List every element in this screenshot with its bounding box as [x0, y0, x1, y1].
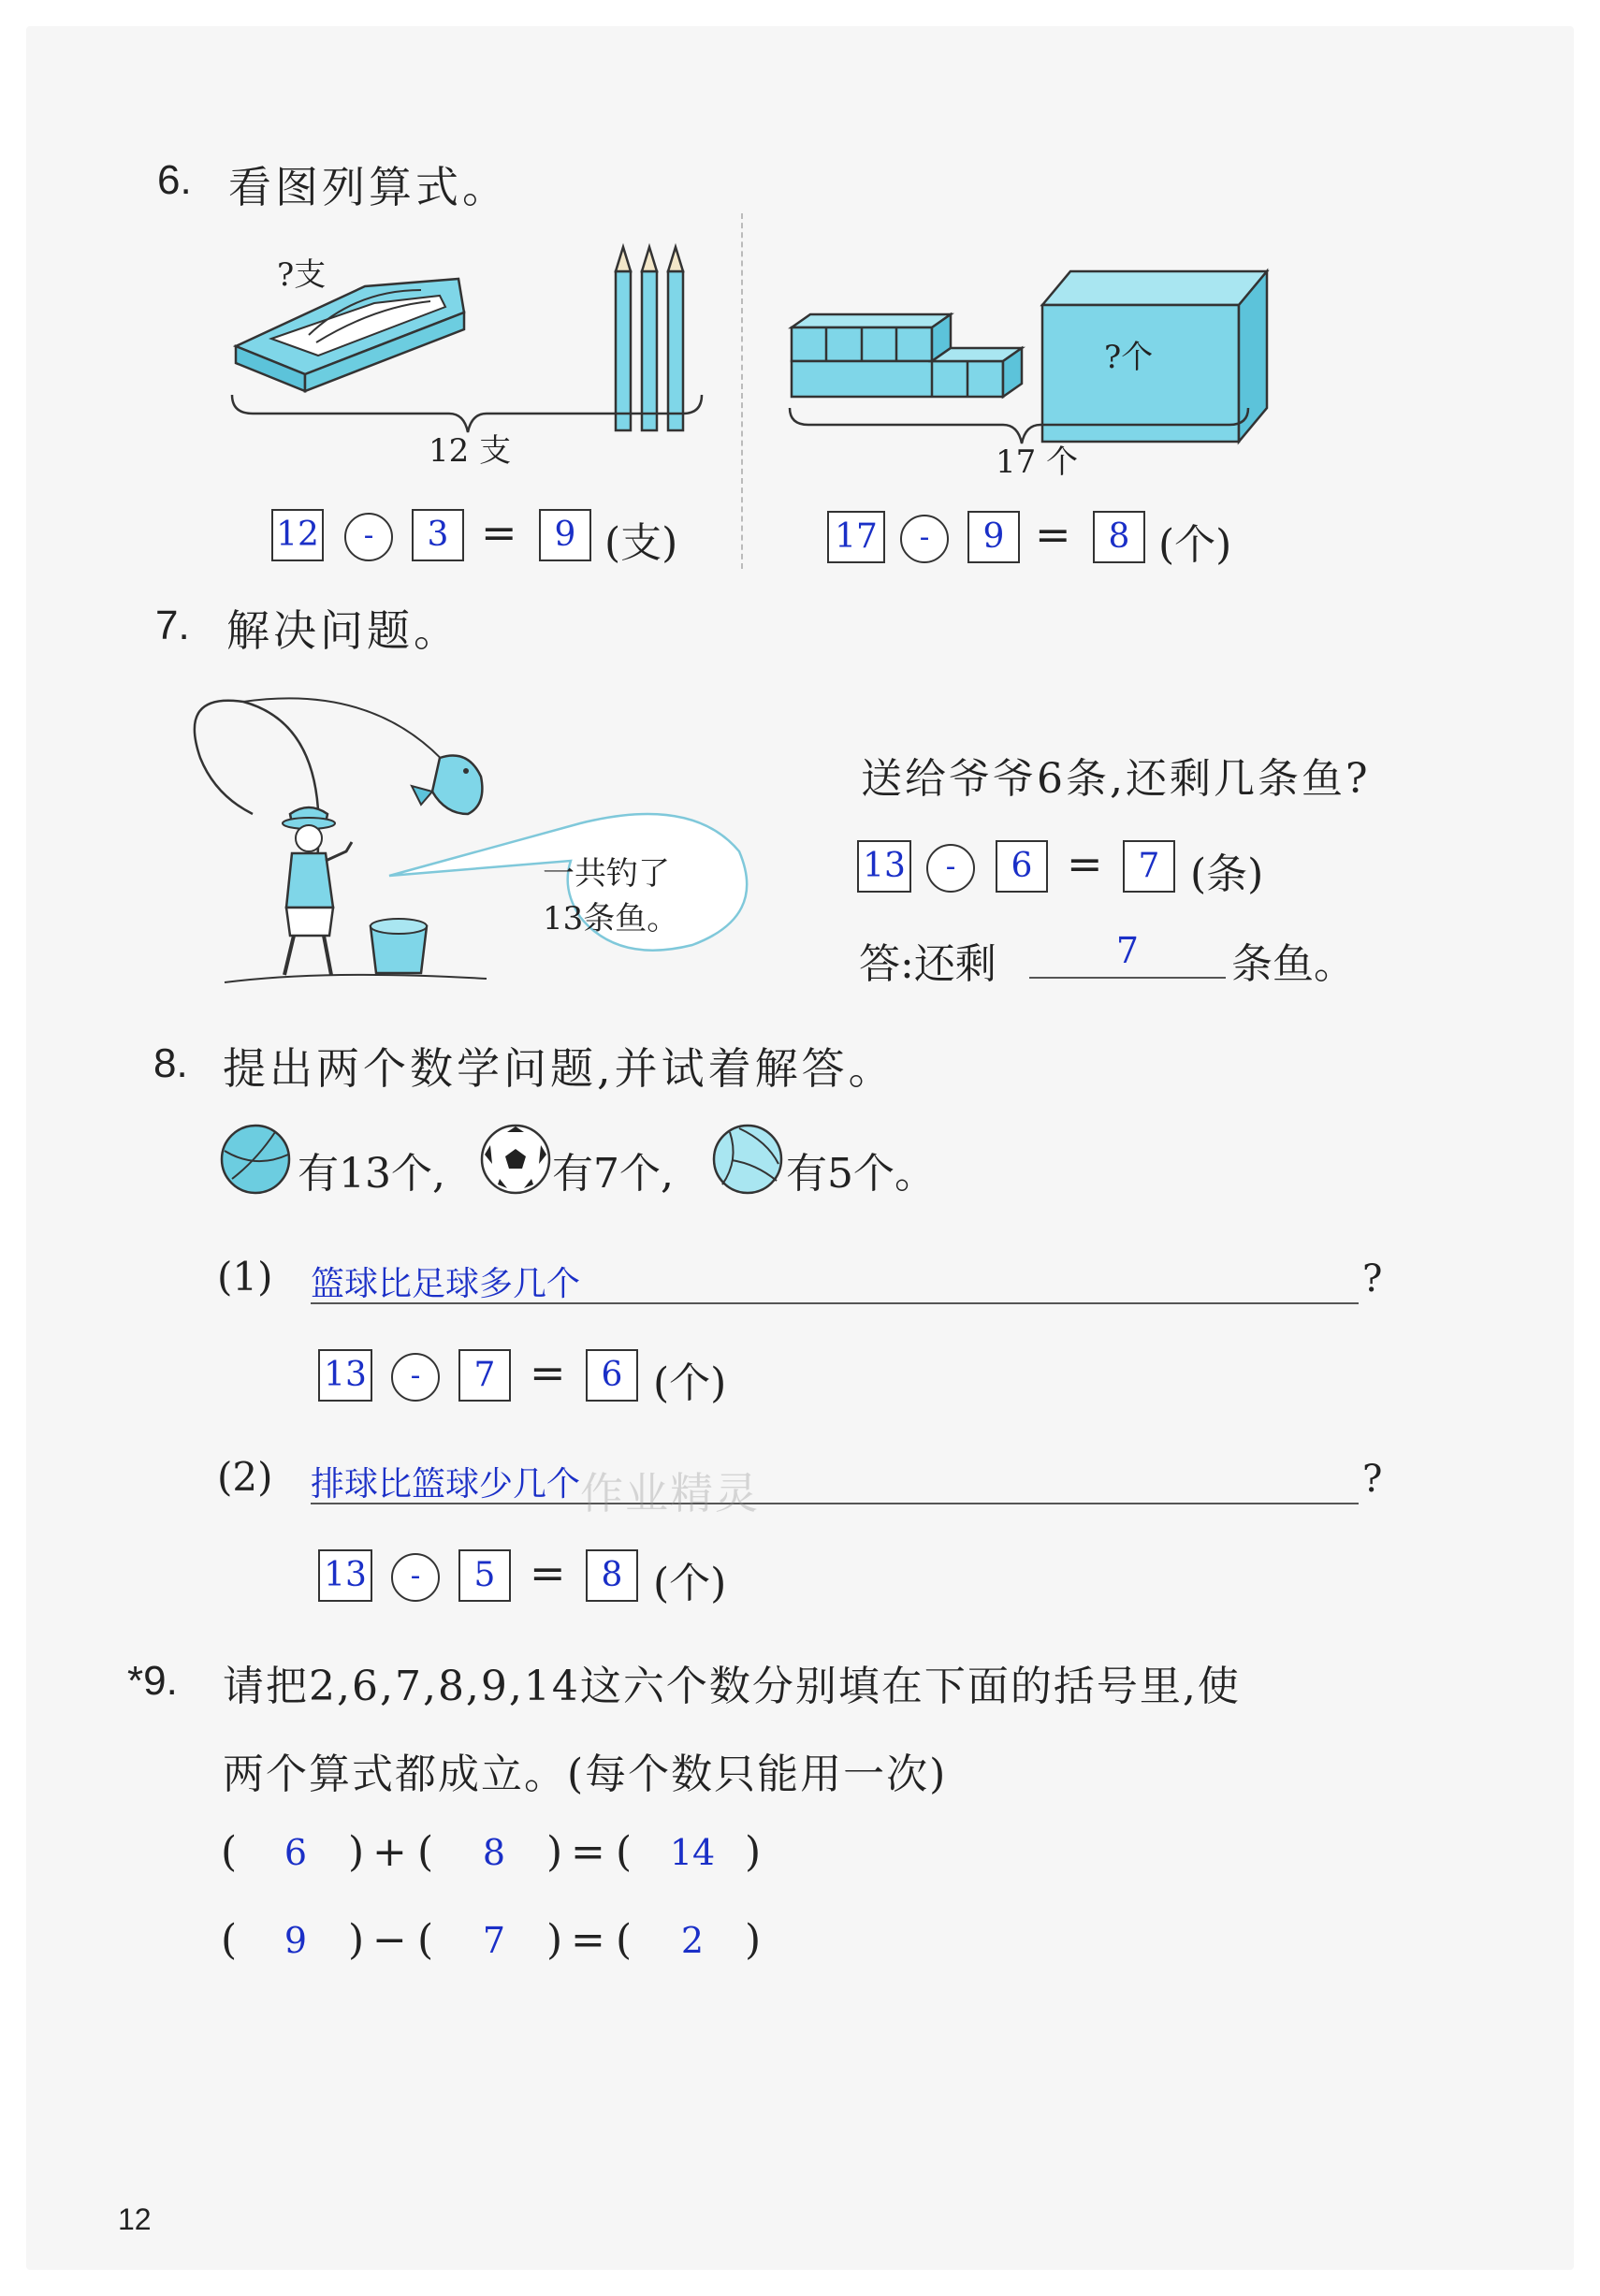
q7-result-box[interactable]: 7 [1123, 840, 1175, 893]
q6-left-result-box[interactable]: 9 [539, 509, 591, 561]
q8-sub1-unit: (个) [653, 1359, 727, 1407]
q7-unit: (条) [1190, 850, 1264, 898]
q9-r1-equals: = [571, 1828, 605, 1876]
divider [741, 213, 743, 569]
q9-r1-close-b: ) [546, 1828, 563, 1876]
q7-answer-line [1029, 977, 1226, 979]
q9-r2-open-a: ( [221, 1916, 238, 1964]
pencil-unknown-label: ?支 [277, 256, 327, 294]
q8-fact-volleyball: 有5个。 [786, 1150, 936, 1198]
q9-r2-value-a[interactable]: 9 [284, 1920, 308, 1961]
q9-line1: 请把2,6,7,8,9,14这六个数分别填在下面的括号里,使 [223, 1663, 1241, 1710]
q6-title: 看图列算式。 [228, 162, 509, 212]
q7-operator-circle[interactable]: - [926, 844, 975, 893]
box-total-label: 17 个 [996, 443, 1079, 481]
q8-sub1-subtrahend-box[interactable]: 7 [458, 1349, 511, 1402]
q6-left-unit: (支) [604, 519, 678, 567]
q8-title: 提出两个数学问题,并试着解答。 [223, 1043, 895, 1094]
q9-line2: 两个算式都成立。(每个数只能用一次) [223, 1751, 948, 1798]
q8-sub2-label: (2) [217, 1454, 273, 1500]
q9-r2-open-c: ( [616, 1916, 633, 1964]
q9-r2-close-c: ) [745, 1916, 762, 1964]
q7-question: 送给爷爷6条,还剩几条鱼? [861, 755, 1371, 803]
q8-sub2-result-box[interactable]: 8 [586, 1549, 638, 1602]
watermark: 作业精灵 [580, 1468, 760, 1519]
q6-left-operator-circle[interactable]: - [344, 513, 393, 561]
q6-right-operator-circle[interactable]: - [900, 515, 949, 563]
q6-right-subtrahend-box[interactable]: 9 [967, 511, 1020, 563]
q9-r2-value-c[interactable]: 2 [680, 1920, 705, 1961]
q8-sub1-label: (1) [217, 1254, 273, 1300]
q7-answer-value[interactable]: 7 [1115, 930, 1140, 971]
q9-r2-operator: − [372, 1916, 407, 1964]
q8-sub1-line [311, 1302, 1359, 1304]
page-number: 12 [118, 2202, 152, 2236]
q7-minuend-box[interactable]: 13 [857, 840, 911, 893]
speech-line-2: 13条鱼。 [543, 900, 679, 937]
q9-r1-close-c: ) [745, 1828, 762, 1876]
q8-sub2-operator-circle[interactable]: - [391, 1553, 440, 1602]
q6-left-subtrahend-box[interactable]: 3 [412, 509, 464, 561]
q8-sub1-qmark: ? [1362, 1257, 1383, 1301]
speech-bubble-text [543, 851, 678, 941]
q6-number: 6. [157, 157, 192, 203]
q8-sub2-subtrahend-box[interactable]: 5 [458, 1549, 511, 1602]
q6-left-minuend-box[interactable]: 12 [271, 509, 324, 561]
q7-answer-suffix: 条鱼。 [1231, 940, 1355, 988]
q9-r2-value-b[interactable]: 7 [482, 1920, 506, 1961]
q8-number: 8. [153, 1040, 188, 1086]
q8-sub1-question[interactable]: 篮球比足球多几个 [311, 1265, 581, 1303]
q7-answer-prefix: 答:还剩 [859, 940, 996, 988]
soccer-ball-icon [479, 1123, 552, 1196]
q6-left-equals: = [481, 507, 517, 558]
q8-fact-basketball: 有13个, [298, 1150, 445, 1198]
speech-line-1: 一共钓了 [543, 855, 670, 893]
box-unknown-label: ?个 [1104, 339, 1154, 376]
q8-fact-soccer: 有7个, [552, 1150, 674, 1198]
q6-right-equals: = [1035, 509, 1071, 559]
q6-right-result-box[interactable]: 8 [1093, 511, 1145, 563]
q8-sub2-line [311, 1503, 1359, 1504]
q8-sub2-unit: (个) [653, 1560, 727, 1607]
q8-sub1-equals: = [530, 1347, 566, 1398]
q7-subtrahend-box[interactable]: 6 [996, 840, 1048, 893]
q9-r1-open-a: ( [221, 1828, 238, 1876]
fishing-boy-illustration [187, 674, 767, 992]
basketball-icon [219, 1123, 292, 1196]
q8-sub1-minuend-box[interactable]: 13 [318, 1349, 372, 1402]
q9-r1-value-a[interactable]: 6 [284, 1832, 308, 1873]
q9-number: *9. [127, 1658, 178, 1704]
q8-sub2-qmark: ? [1362, 1458, 1383, 1501]
pencil-total-label: 12 支 [429, 432, 512, 470]
q6-right-unit: (个) [1158, 521, 1232, 569]
q9-r1-operator: + [372, 1828, 407, 1876]
q7-equals: = [1067, 838, 1103, 889]
q8-sub2-equals: = [530, 1548, 566, 1598]
q9-r2-close-b: ) [546, 1916, 563, 1964]
volleyball-icon [711, 1123, 784, 1196]
q8-sub1-result-box[interactable]: 6 [586, 1349, 638, 1402]
q8-sub1-operator-circle[interactable]: - [391, 1353, 440, 1402]
q7-title: 解决问题。 [226, 605, 460, 656]
q7-number: 7. [155, 603, 190, 648]
q8-sub2-question[interactable]: 排球比篮球少几个 [311, 1465, 581, 1504]
q9-r1-close-a: ) [348, 1828, 365, 1876]
q9-r2-open-b: ( [417, 1916, 434, 1964]
q9-r2-close-a: ) [348, 1916, 365, 1964]
q9-r1-open-c: ( [616, 1828, 633, 1876]
q9-r1-open-b: ( [417, 1828, 434, 1876]
q8-sub2-minuend-box[interactable]: 13 [318, 1549, 372, 1602]
q9-r1-value-c[interactable]: 14 [669, 1832, 716, 1873]
q9-r1-value-b[interactable]: 8 [482, 1832, 506, 1873]
q6-right-minuend-box[interactable]: 17 [827, 511, 885, 563]
q9-r2-equals: = [571, 1916, 605, 1964]
